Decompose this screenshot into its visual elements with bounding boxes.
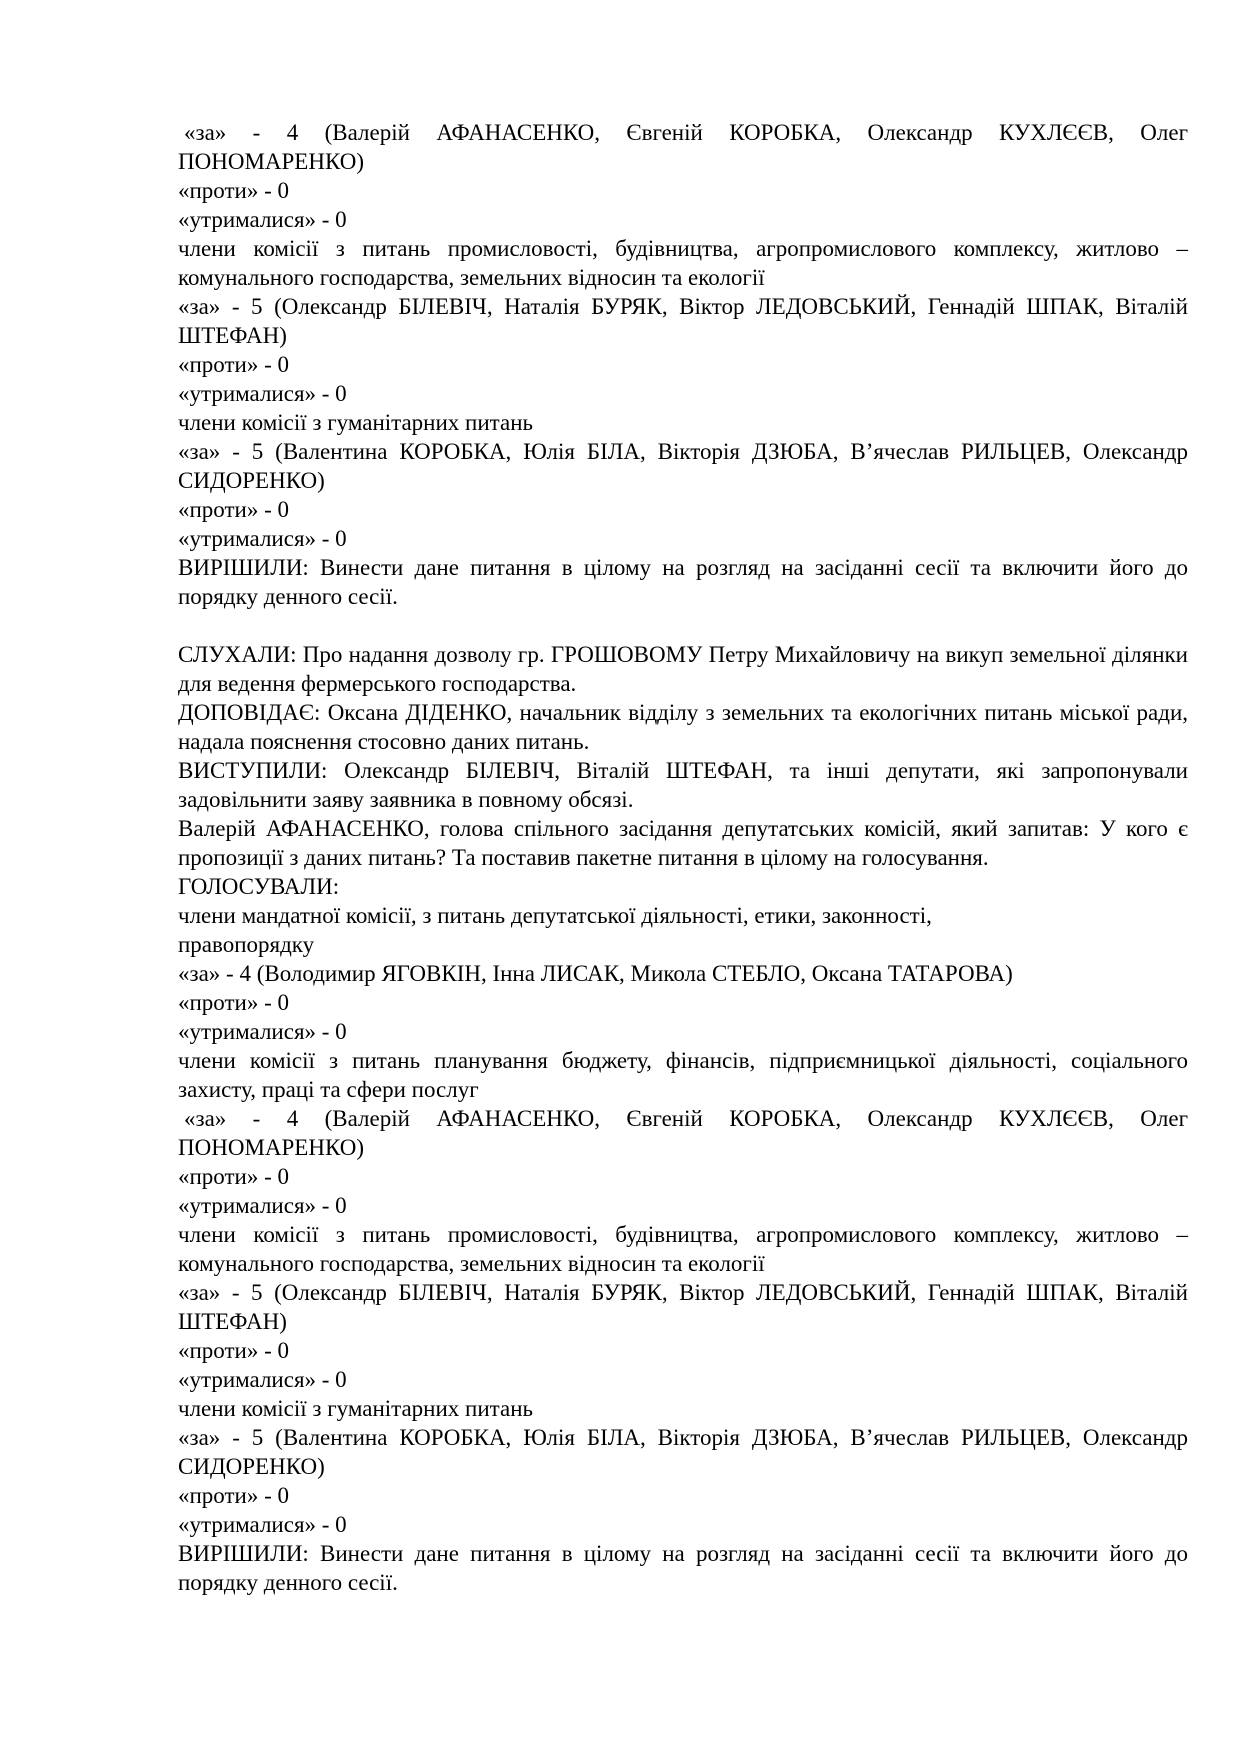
vote-against: «проти» - 0	[178, 1164, 290, 1189]
vote-abstained: «утрималися» - 0	[178, 207, 347, 232]
vote-abstained: «утрималися» - 0	[178, 526, 347, 551]
voted-heading: ГОЛОСУВАЛИ:	[178, 874, 340, 899]
vote-against: «проти» - 0	[178, 497, 290, 522]
vote-abstained: «утрималися» - 0	[178, 1367, 347, 1392]
committee-industry-heading: члени комісії з питань промисловості, будівництва, агропромислового комплексу, житлово – комунального господарства, земельних відносин та екології	[178, 1222, 1188, 1276]
vote-against: «проти» - 0	[178, 178, 290, 203]
vote-abstained: «утрималися» - 0	[178, 1193, 347, 1218]
chair-paragraph: Валерій АФАНАСЕНКО, голова спільного засідання депутатських комісій, який запитав: У кого є пропозиції з даних питань? Та поставив пакетне питання в цілому на голосування.	[178, 816, 1188, 870]
vote-for-industry-committee: «за» - 5 (Олександр БІЛЕВІЧ, Наталія БУРЯК, Віктор ЛЕДОВСЬКИЙ, Геннадій ШПАК, Віталій ШТЕФАН)	[178, 294, 1188, 348]
vote-against: «проти» - 0	[178, 990, 290, 1015]
vote-for-humanitarian-committee: «за» - 5 (Валентина КОРОБКА, Юлія БІЛА, Вікторія ДЗЮБА, В’ячеслав РИЛЬЦЕВ, Олександр СИДОРЕНКО)	[178, 1425, 1188, 1479]
committee-humanitarian-heading: члени комісії з гуманітарних питань	[178, 410, 534, 435]
paragraph-spacer	[178, 611, 1188, 640]
committee-budget-heading: члени комісії з питань планування бюджету, фінансів, підприємницької діяльності, соціального захисту, праці та сфери послуг	[178, 1048, 1188, 1102]
vote-abstained: «утрималися» - 0	[178, 381, 347, 406]
vote-for-budget-committee: «за» - 4 (Валерій АФАНАСЕНКО, Євгеній КОРОБКА, Олександр КУХЛЄЄВ, Олег ПОНОМАРЕНКО)	[178, 120, 1188, 174]
document-page	[178, 118, 1188, 1597]
committee-industry-heading: члени комісії з питань промисловості, будівництва, агропромислового комплексу, житлово – комунального господарства, земельних відносин та екології	[178, 236, 1188, 290]
vote-for-industry-committee: «за» - 5 (Олександр БІЛЕВІЧ, Наталія БУРЯК, Віктор ЛЕДОВСЬКИЙ, Геннадій ШПАК, Віталій ШТЕФАН)	[178, 1280, 1188, 1334]
reports-paragraph: ДОПОВІДАЄ: Оксана ДІДЕНКО, начальник відділу з земельних та екологічних питань міської ради, надала пояснення стосовно даних питань.	[178, 700, 1188, 754]
heard-paragraph: СЛУХАЛИ: Про надання дозволу гр. ГРОШОВОМУ Петру Михайловичу на викуп земельної ділянки для ведення фермерського господарства.	[178, 642, 1188, 696]
vote-abstained: «утрималися» - 0	[178, 1512, 347, 1537]
decision-paragraph: ВИРІШИЛИ: Винести дане питання в цілому на розгляд на засіданні сесії та включити його до порядку денного сесії.	[178, 1541, 1188, 1595]
committee-mandate-heading-cont: правопорядку	[178, 932, 315, 957]
vote-abstained: «утрималися» - 0	[178, 1019, 347, 1044]
committee-mandate-heading: члени мандатної комісії, з питань депутатської діяльності, етики, законності,	[178, 903, 932, 928]
vote-for-humanitarian-committee: «за» - 5 (Валентина КОРОБКА, Юлія БІЛА, Вікторія ДЗЮБА, В’ячеслав РИЛЬЦЕВ, Олександр СИДОРЕНКО)	[178, 439, 1188, 493]
vote-against: «проти» - 0	[178, 1483, 290, 1508]
committee-humanitarian-heading: члени комісії з гуманітарних питань	[178, 1396, 534, 1421]
spoke-paragraph: ВИСТУПИЛИ: Олександр БІЛЕВІЧ, Віталій ШТЕФАН, та інші депутати, які запропонували задовільнити заяву заявника в повному обсязі.	[178, 758, 1188, 812]
vote-against: «проти» - 0	[178, 1338, 290, 1363]
vote-for-budget-committee: «за» - 4 (Валерій АФАНАСЕНКО, Євгеній КОРОБКА, Олександр КУХЛЄЄВ, Олег ПОНОМАРЕНКО)	[178, 1106, 1188, 1160]
decision-paragraph: ВИРІШИЛИ: Винести дане питання в цілому на розгляд на засіданні сесії та включити його до порядку денного сесії.	[178, 555, 1188, 609]
vote-for-mandate-committee: «за» - 4 (Володимир ЯГОВКІН, Інна ЛИСАК, Микола СТЕБЛО, Оксана ТАТАРОВА)	[178, 961, 1013, 986]
vote-against: «проти» - 0	[178, 352, 290, 377]
